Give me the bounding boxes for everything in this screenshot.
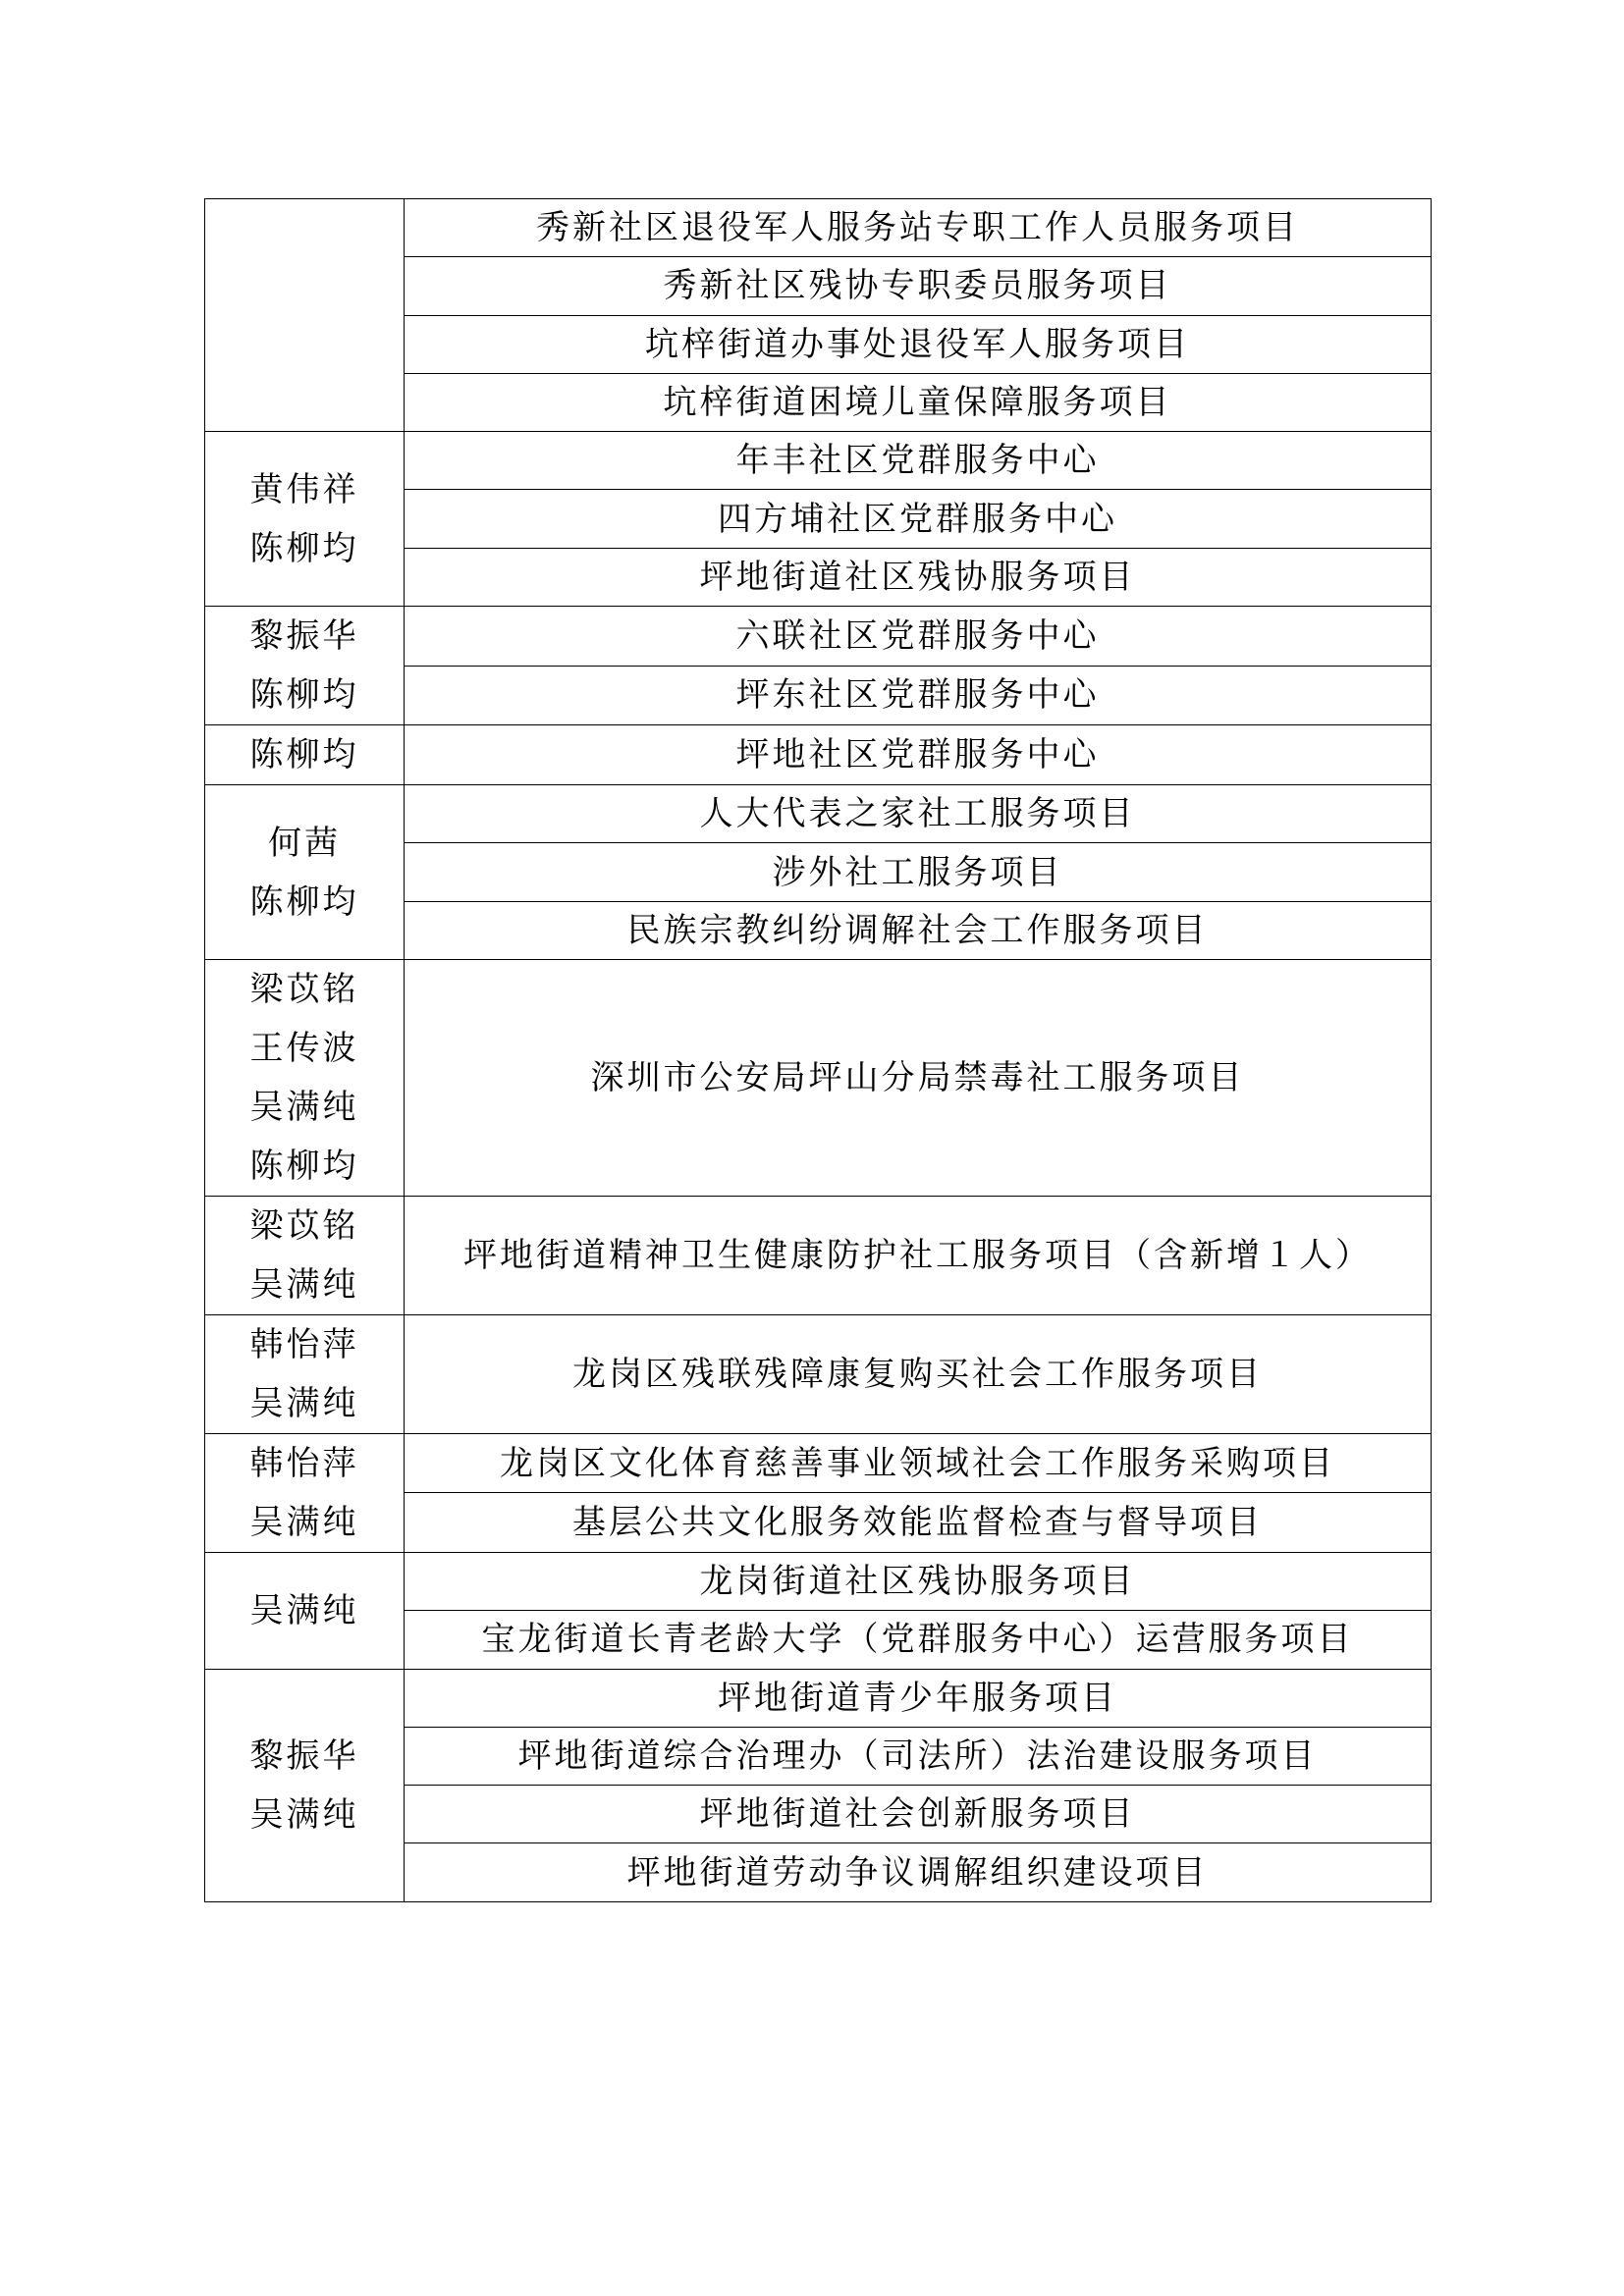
table-row [205, 1314, 1432, 1433]
project-cell: 坪地街道青少年服务项目 [405, 1669, 1432, 1727]
staff-name: 吴满纯 [249, 1502, 359, 1542]
staff-name: 陈柳均 [249, 675, 359, 716]
staff-name: 黎振华 [249, 1735, 359, 1776]
staff-cell [205, 432, 405, 607]
staff-name: 吴满纯 [249, 1087, 359, 1127]
staff-name: 黎振华 [249, 616, 359, 657]
project-cell: 涉外社工服务项目 [405, 843, 1432, 901]
project-cell: 坪地社区党群服务中心 [405, 725, 1432, 785]
staff-cell [205, 607, 405, 725]
project-cell: 深圳市公安局坪山分局禁毒社工服务项目 [405, 959, 1432, 1196]
staff-name: 吴满纯 [249, 1590, 359, 1630]
staff-name: 黄伟祥 [249, 469, 359, 509]
staff-name: 陈柳均 [249, 528, 359, 568]
project-cell: 民族宗教纠纷调解社会工作服务项目 [405, 901, 1432, 959]
staff-cell [205, 785, 405, 960]
project-cell: 年丰社区党群服务中心 [405, 432, 1432, 490]
staff-cell [205, 1669, 405, 1901]
project-cell: 坪地街道社区残协服务项目 [405, 548, 1432, 606]
table-row [205, 1433, 1432, 1493]
table-row [205, 1669, 1432, 1727]
staff-name: 韩怡萍 [249, 1443, 359, 1483]
project-cell: 坪东社区党群服务中心 [405, 666, 1432, 725]
staff-name: 吴满纯 [249, 1383, 359, 1423]
project-cell: 秀新社区退役军人服务站专职工作人员服务项目 [405, 199, 1432, 257]
staff-project-table [204, 198, 1432, 1902]
project-cell: 四方埔社区党群服务中心 [405, 490, 1432, 548]
staff-cell [205, 1552, 405, 1669]
project-cell: 龙岗区文化体育慈善事业领域社会工作服务采购项目 [405, 1433, 1432, 1493]
staff-name: 陈柳均 [249, 881, 359, 922]
table-row [205, 725, 1432, 785]
staff-name: 吴满纯 [249, 1264, 359, 1305]
project-cell: 六联社区党群服务中心 [405, 607, 1432, 667]
staff-name: 韩怡萍 [249, 1324, 359, 1364]
table-row [205, 959, 1432, 1196]
table-row [205, 199, 1432, 257]
staff-name: 王传波 [249, 1028, 359, 1068]
staff-name: 陈柳均 [249, 1146, 359, 1186]
table-row [205, 1552, 1432, 1610]
staff-name: 陈柳均 [249, 735, 359, 775]
project-cell: 坪地街道劳动争议调解组织建设项目 [405, 1843, 1432, 1901]
table-row [205, 1196, 1432, 1314]
staff-cell [205, 1196, 405, 1314]
staff-name: 吴满纯 [249, 1794, 359, 1835]
project-cell: 坪地街道综合治理办（司法所）法治建设服务项目 [405, 1727, 1432, 1785]
project-cell: 坑梓街道办事处退役军人服务项目 [405, 315, 1432, 373]
staff-name: 梁苡铭 [249, 969, 359, 1009]
staff-cell [205, 959, 405, 1196]
staff-cell [205, 1433, 405, 1552]
project-cell: 龙岗街道社区残协服务项目 [405, 1552, 1432, 1610]
table-row [205, 607, 1432, 667]
staff-name: 梁苡铭 [249, 1205, 359, 1246]
project-cell: 坪地街道精神卫生健康防护社工服务项目（含新增１人） [405, 1196, 1432, 1314]
table-body [205, 199, 1432, 1902]
project-cell: 宝龙街道长青老龄大学（党群服务中心）运营服务项目 [405, 1611, 1432, 1669]
project-cell: 人大代表之家社工服务项目 [405, 785, 1432, 843]
staff-cell [205, 725, 405, 785]
staff-name: 何茜 [268, 823, 341, 863]
staff-cell [205, 199, 405, 432]
staff-cell [205, 1314, 405, 1433]
project-cell: 秀新社区残协专职委员服务项目 [405, 257, 1432, 315]
table-row [205, 432, 1432, 490]
project-cell: 龙岗区残联残障康复购买社会工作服务项目 [405, 1314, 1432, 1433]
project-cell: 基层公共文化服务效能监督检查与督导项目 [405, 1493, 1432, 1553]
project-cell: 坑梓街道困境儿童保障服务项目 [405, 373, 1432, 431]
project-cell: 坪地街道社会创新服务项目 [405, 1786, 1432, 1843]
table-row [205, 785, 1432, 843]
